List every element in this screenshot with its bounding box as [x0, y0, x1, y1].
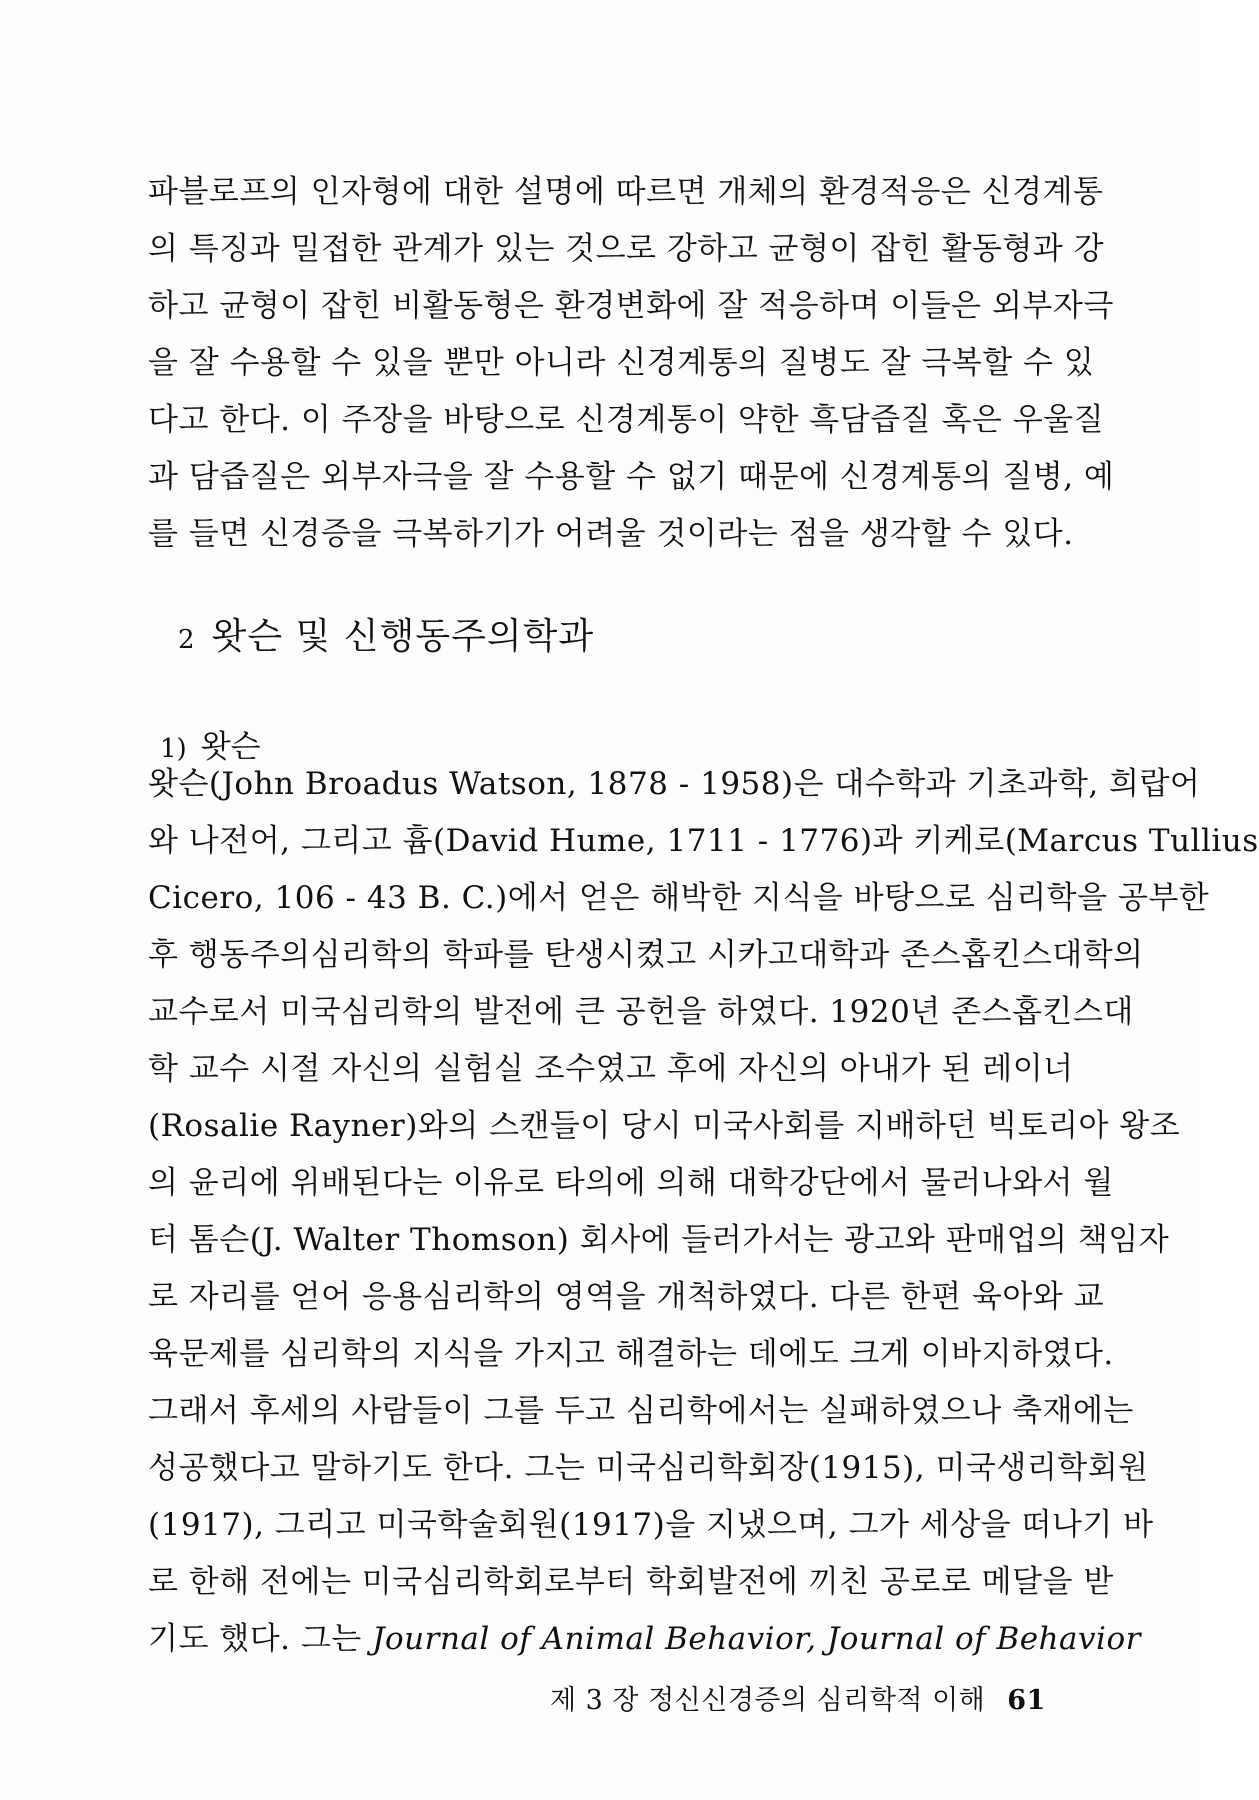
text-line: 하고 균형이 잡힌 비활동형은 환경변화에 잘 적응하며 이들은 외부자극: [148, 288, 1114, 324]
text-line: 를 들면 신경증을 극복하기가 어려울 것이라는 점을 생각할 수 있다.: [148, 516, 1074, 552]
paragraph-watson: [148, 756, 1259, 1668]
chapter-title: 제 3 장 정신신경증의 심리학적 이해: [550, 1685, 986, 1716]
text-line: 터 톰슨(J. Walter Thomson) 회사에 들러가서는 광고와 판매업의 책임자: [148, 1222, 1170, 1258]
subsection-title: 왓슨: [200, 729, 261, 765]
text-line: 왓슨(John Broadus Watson, 1878 - 1958)은 대수학과 기초과학, 희랍어: [148, 766, 1201, 802]
text-line: (Rosalie Rayner)와의 스캔들이 당시 미국사회를 지배하던 빅토리아 왕조: [148, 1108, 1181, 1144]
text-line: 의 윤리에 위배된다는 이유로 타의에 의해 대학강단에서 물러나와서 월: [148, 1165, 1114, 1201]
text-line: 성공했다고 말하기도 한다. 그는 미국심리학회장(1915), 미국생리학회원: [148, 1450, 1149, 1486]
text-line: 후 행동주의심리학의 학파를 탄생시켰고 시카고대학과 존스홉킨스대학의: [148, 937, 1144, 973]
text-line: 학 교수 시절 자신의 실험실 조수였고 후에 자신의 아내가 된 레이너: [148, 1051, 1074, 1087]
text-line: 로 한해 전에는 미국심리학회로부터 학회발전에 끼친 공로로 메달을 받: [148, 1564, 1114, 1600]
section-title: 왓슨 및 신행동주의학과: [211, 616, 595, 657]
text-line: 로 자리를 얻어 응용심리학의 영역을 개척하였다. 다른 한편 육아와 교: [148, 1279, 1105, 1315]
text-line-last: [148, 1611, 1141, 1668]
text-line: 교수로서 미국심리학의 발전에 큰 공헌을 하였다. 1920년 존스홉킨스대: [148, 994, 1134, 1030]
text-line: 을 잘 수용할 수 있을 뿐만 아니라 신경계통의 질병도 잘 극복할 수 있: [148, 345, 1095, 381]
text-line: 육문제를 심리학의 지식을 가지고 해결하는 데에도 크게 이바지하였다.: [148, 1336, 1114, 1372]
section-number: 2: [178, 625, 196, 655]
text-line: Cicero, 106 - 43 B. C.)에서 얻은 해박한 지식을 바탕으로 심리학을 공부한: [148, 880, 1210, 916]
paragraph-pavlov: [148, 164, 1115, 563]
text-line: (1917), 그리고 미국학술회원(1917)을 지냈으며, 그가 세상을 떠나기 바: [148, 1507, 1154, 1543]
text-line: 파블로프의 인자형에 대한 설명에 따르면 개체의 환경적응은 신경계통: [148, 174, 1104, 210]
text-line: 다고 한다. 이 주장을 바탕으로 신경계통이 약한 흑담즙질 혹은 우울질: [148, 402, 1105, 438]
journal-titles: Journal of Animal Behavior, Journal of Behavior: [372, 1621, 1141, 1657]
text-line: 와 나전어, 그리고 흄(David Hume, 1711 - 1776)과 키케로(Marcus Tullius: [148, 823, 1259, 859]
text-line: 그래서 후세의 사람들이 그를 두고 심리학에서는 실패하였으나 축재에는: [148, 1393, 1134, 1429]
page-number: 61: [1007, 1685, 1046, 1716]
last-line-lead: 기도 했다. 그는: [148, 1621, 373, 1657]
subsection-number: 1): [160, 734, 187, 764]
text-line: 과 담즙질은 외부자극을 잘 수용할 수 없기 때문에 신경계통의 질병, 예: [148, 459, 1115, 495]
section-heading: [178, 612, 594, 665]
running-footer: [550, 1681, 1045, 1721]
text-line: 의 특징과 밀접한 관계가 있는 것으로 강하고 균형이 잡힌 활동형과 강: [148, 231, 1105, 267]
